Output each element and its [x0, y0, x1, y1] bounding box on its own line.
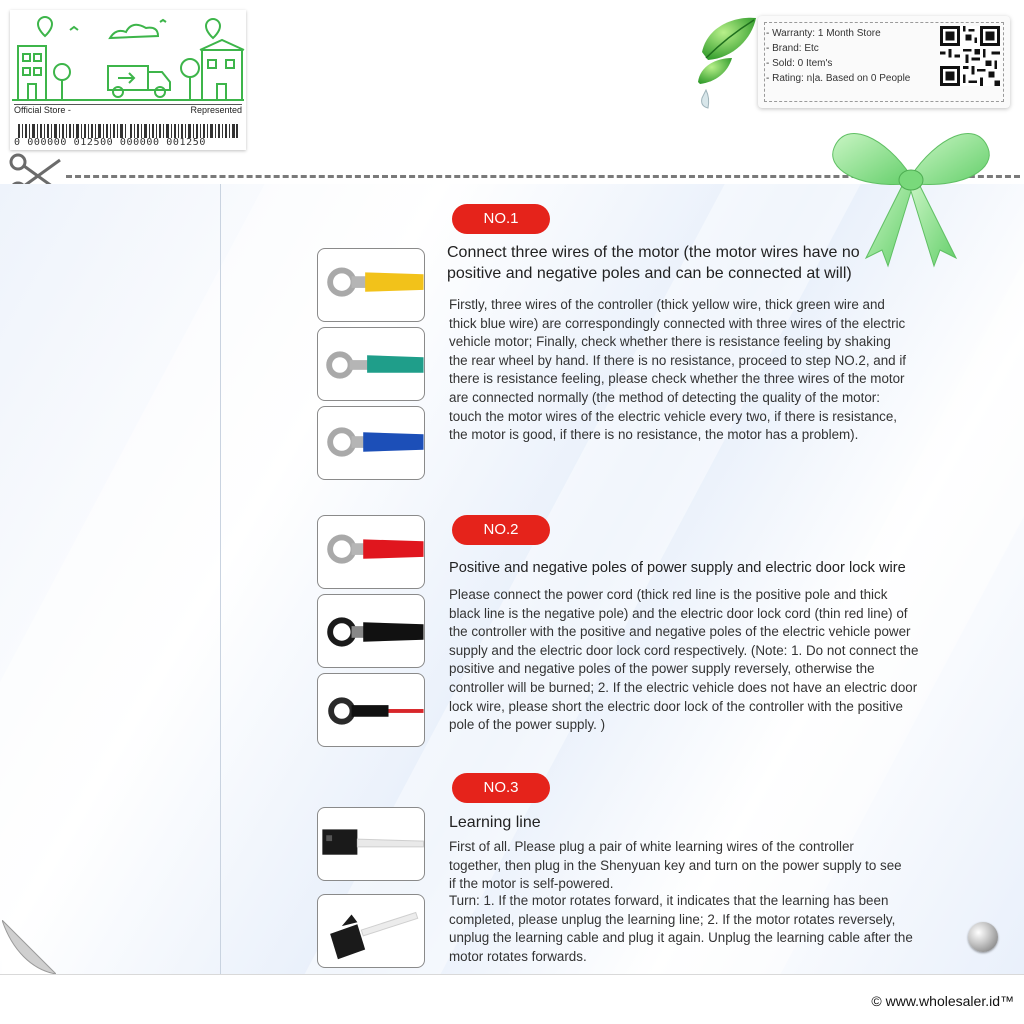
step-title-2: Positive and negative poles of power supply and electric door lock wire	[449, 560, 906, 576]
step-body-3b: Turn: 1. If the motor rotates forward, it indicates that the learning has been completed, please unplug the learning line; 2. If the motor rotates reversely, unplug the learning cable and plug it again. Unplug the learning cable after the motor rotates forwards.	[449, 893, 913, 964]
ribbon-bow-icon	[826, 118, 996, 268]
represented-label: Represented	[190, 105, 242, 115]
rating-text: - Rating: n|a. Based on 0 People	[766, 73, 911, 84]
leaf-icon	[694, 12, 760, 112]
red-ring-terminal-wire	[317, 515, 425, 589]
learning-wire-connector	[317, 807, 425, 881]
brand-text: - Brand: Etc	[766, 43, 819, 54]
yellow-ring-terminal-wire	[317, 248, 425, 322]
step-body-3a: First of all. Please plug a pair of white learning wires of the controller together, then plug in the Shenyuan key and turn on the power supply to see if the motor is self-powered.	[449, 839, 902, 892]
product-info-card	[758, 16, 1010, 108]
copyright-text: © www.wholesaler.id™	[871, 993, 1014, 1009]
step-body-2: Please connect the power cord (thick red line is the positive pole and thick black line is the negative pole) and the electric door lock cord (thin red line) of the controller with the positive and negative poles of the electric vehicle power supply and the electric door lock cord respectively. (Note: 1. Do not connect the positive and negative poles of the power supply reversely, otherwise the controller will be burned; 2. If the electric vehicle does not have an electric door lock wire, please short the electric door lock of the controller with the positive pole of the power supply. )	[449, 587, 919, 733]
qr-code-icon[interactable]	[940, 26, 1000, 86]
step-badge-1: NO.1	[452, 204, 550, 234]
sold-text: - Sold: 0 Item's	[766, 58, 833, 69]
step-badge-3: NO.3	[452, 773, 550, 803]
step-badge-2: NO.2	[452, 515, 550, 545]
barcode	[18, 124, 238, 138]
barcode-number: 0 000000 012500 000000 001250	[14, 137, 206, 148]
step-body-1: Firstly, three wires of the controller (thick yellow wire, thick green wire and thick blue wire) are correspondingly connected with three wires of the electric vehicle motor; Finally, check whether there is resistance feeling by shaking the rear wheel by hand. If there is no resistance, proceed to step NO.2, and if there is resistance feeling, please check whether the three wires of the motor are connected normally (the method of detecting the quality of the motor: touch the motor wires of the electric vehicle every two, if there is resistance, the motor is good, if there is no resistance, the motor has a problem).	[449, 297, 907, 443]
page-curl-icon	[2, 920, 56, 974]
thin-red-ring-terminal-wire	[317, 673, 425, 747]
panel-divider	[220, 184, 221, 974]
store-badge	[10, 10, 246, 150]
bottom-rule	[0, 974, 1024, 975]
official-store-label: Official Store -	[14, 105, 71, 115]
black-ring-terminal-wire	[317, 594, 425, 668]
blue-ring-terminal-wire	[317, 406, 425, 480]
green-ring-terminal-wire	[317, 327, 425, 401]
round-metal-button[interactable]	[968, 922, 998, 952]
warranty-text: - Warranty: 1 Month Store	[766, 28, 881, 39]
learning-wire-plug	[317, 894, 425, 968]
step-title-3: Learning line	[449, 814, 541, 831]
instruction-panel	[0, 184, 1024, 974]
info-list	[766, 26, 910, 86]
city-delivery-illustration	[10, 10, 246, 102]
step-title-1: Connect three wires of the motor (the motor wires have no positive and negative poles and can be connected at will)	[447, 244, 860, 282]
